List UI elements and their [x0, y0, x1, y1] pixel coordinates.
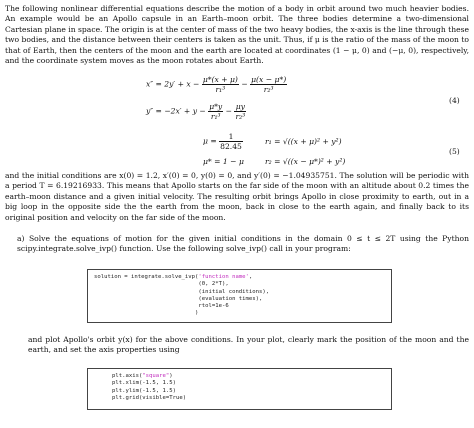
code1-line-1-call: solution = integrate.solve_ivp(	[94, 274, 199, 280]
equation-r2: r₂ = √((x − μ*)² + y²)	[265, 157, 346, 166]
plot-instruction-paragraph: and plot Apollo's orbit y(x) for the above conditions. In your plot, clearly mark the position of the moon and the earth, and set the axis properties using	[28, 335, 469, 355]
intro-paragraph: The following nonlinear differential equations describe the motion of a body in orbit around two much heavier bodies. An example would be an Apollo capsule in an Earth–moon orbit. The three bodies determine a two-dimensional Cartesian plane in space. The origin is at the center of mass of the two heavy bodies, the x-axis is the line through these two bodies, and the distance between their centers is taken as the unit. Thus, if μ is the ratio of the mass of the moon to that of Earth, then the centers of the moon and the earth are located at coordinates (1 − μ, 0) and (−μ, 0), respectively, and the coordinate system moves as the moon rotates about Earth.	[5, 4, 469, 66]
eq4-line2-fraction-1	[208, 102, 223, 121]
eq4-line1-f2-numerator: μ(x − μ*)	[251, 75, 287, 84]
body-paragraph: and the initial conditions are x(0) = 1.2, x′(0) = 0, y(0) = 0, and y′(0) = −1.04935751. The solution will be periodic with a period T = 6.19216933. This means that Apollo starts on the far side of the moon with an altitude about 0.2 times the earth–moon distance and a given initial velocity. The resulting orbit brings Apollo in close proximity to earth, out in a big loop in the opposite side the the earth from the moon, back in close to the earth again, and finally back to its original position and velocity on the far side of the moon.	[5, 171, 469, 222]
equation-number-4: (4)	[449, 96, 460, 105]
code2-line-1-string: "square"	[142, 373, 170, 379]
eq4-line2-f1-denominator: r₁³	[210, 112, 221, 121]
code1-line-1-string: 'function name'	[198, 274, 249, 280]
eq4-line1-lhs: x″ = 2y′ + x −	[146, 79, 200, 89]
code1-line-2: (0, 2*T),	[94, 281, 229, 288]
eq4-line2-lhs: y″ = −2x′ + y −	[146, 106, 206, 116]
code2-line-1-paren: )	[169, 373, 173, 379]
code2-line-4: plt.grid(visible=True)	[112, 394, 187, 401]
eq5-mu-numerator: 1	[219, 132, 243, 142]
eq4-line1-fraction-1	[202, 75, 239, 94]
code1-line-5: rtol=1e-6	[94, 303, 229, 310]
equation-x-double-prime	[146, 75, 287, 94]
eq5-mu-fraction	[219, 132, 243, 151]
code2-line-1	[112, 373, 385, 380]
code2-line-3: plt.ylim(-1.5, 1.5)	[112, 387, 176, 394]
equation-number-5: (5)	[449, 147, 460, 156]
equation-r1: r₁ = √((x + μ)² + y²)	[265, 137, 342, 146]
eq5-mu-lhs: μ =	[203, 136, 217, 146]
eq4-line2-f2-denominator: r₂³	[235, 112, 246, 121]
part-a-paragraph: a) Solve the equations of motion for the given initial conditions in the domain 0 ≤ t ≤ 2T using the Python scipy.integrate.solve_ivp() function. Use the following solve_ivp() call in your program:	[17, 234, 469, 254]
code-block-solve-ivp	[87, 269, 392, 323]
eq4-line1-minus: −	[241, 79, 248, 89]
code1-line-6: )	[94, 310, 199, 317]
eq5-mu-denominator: 82.45	[220, 142, 242, 151]
code-block-axis-settings	[87, 368, 392, 410]
code1-line-1-comma: ,	[248, 274, 253, 280]
equation-mu	[203, 132, 243, 151]
equation-mu-star: μ* = 1 − μ	[203, 157, 244, 166]
code1-line-3: (initial conditions),	[94, 288, 270, 295]
eq4-line1-f2-denominator: r₂³	[263, 85, 274, 94]
code1-line-4: (evaluation times),	[94, 295, 263, 302]
eq4-line1-f1-denominator: r₁³	[215, 85, 226, 94]
equation-y-double-prime	[146, 102, 246, 121]
code1-line-1	[94, 274, 385, 281]
eq4-line1-f1-numerator: μ*(x + μ)	[202, 75, 238, 84]
eq4-line1-fraction-2	[250, 75, 287, 94]
eq4-line2-minus: −	[225, 106, 233, 116]
eq4-line2-f2-numerator: μy	[235, 102, 245, 111]
code2-line-1-call: plt.axis(	[112, 373, 143, 379]
code2-line-2: plt.xlim(-1.5, 1.5)	[112, 380, 176, 387]
eq4-line2-fraction-2	[234, 102, 246, 121]
eq4-line2-f1-numerator: μ*y	[209, 102, 223, 111]
